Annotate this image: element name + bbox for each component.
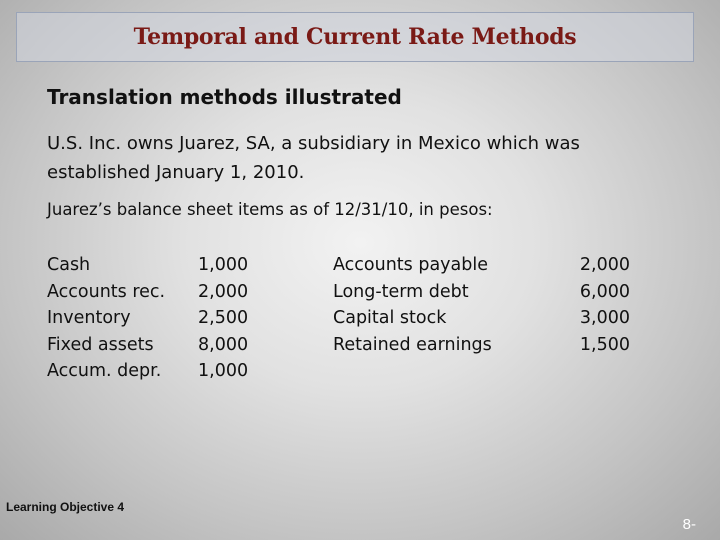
- asset-value: 2,000: [198, 281, 249, 302]
- liabilities-names-column: [333, 252, 492, 358]
- assets-names-column: [47, 252, 165, 385]
- intro-line-1: U.S. Inc. owns Juarez, SA, a subsidiary in Mexico which was: [47, 133, 580, 154]
- liability-value: 3,000: [579, 308, 630, 328]
- asset-value: 8,000: [198, 334, 249, 355]
- liability-name: Long-term debt: [333, 281, 469, 302]
- page-number: 8-: [682, 516, 696, 533]
- asset-value: 2,500: [198, 308, 249, 328]
- asset-name: Accum. depr.: [47, 361, 162, 381]
- asset-value: 1,000: [198, 255, 249, 275]
- title-box: [16, 12, 694, 62]
- balance-sheet-label: Juarez’s balance sheet items as of 12/31/10, in pesos:: [47, 200, 493, 219]
- asset-name: Inventory: [47, 308, 131, 328]
- liability-name: Capital stock: [333, 308, 447, 328]
- asset-name: Fixed assets: [47, 334, 154, 355]
- asset-name: Cash: [47, 255, 91, 275]
- learning-objective-footer: Learning Objective 4: [6, 500, 125, 514]
- liability-value: 1,500: [579, 334, 630, 355]
- slide-title: Temporal and Current Rate Methods: [133, 24, 577, 50]
- liability-value: 2,000: [579, 255, 630, 275]
- asset-value: 1,000: [198, 361, 249, 381]
- liabilities-values-column: [568, 252, 630, 358]
- intro-line-2: established January 1, 2010.: [47, 162, 305, 183]
- asset-name: Accounts rec.: [47, 281, 166, 302]
- liability-name: Retained earnings: [333, 334, 492, 355]
- assets-values-column: [198, 252, 248, 385]
- section-heading: Translation methods illustrated: [47, 85, 402, 109]
- liability-name: Accounts payable: [333, 255, 488, 275]
- intro-paragraph: [47, 129, 687, 187]
- liability-value: 6,000: [579, 281, 630, 302]
